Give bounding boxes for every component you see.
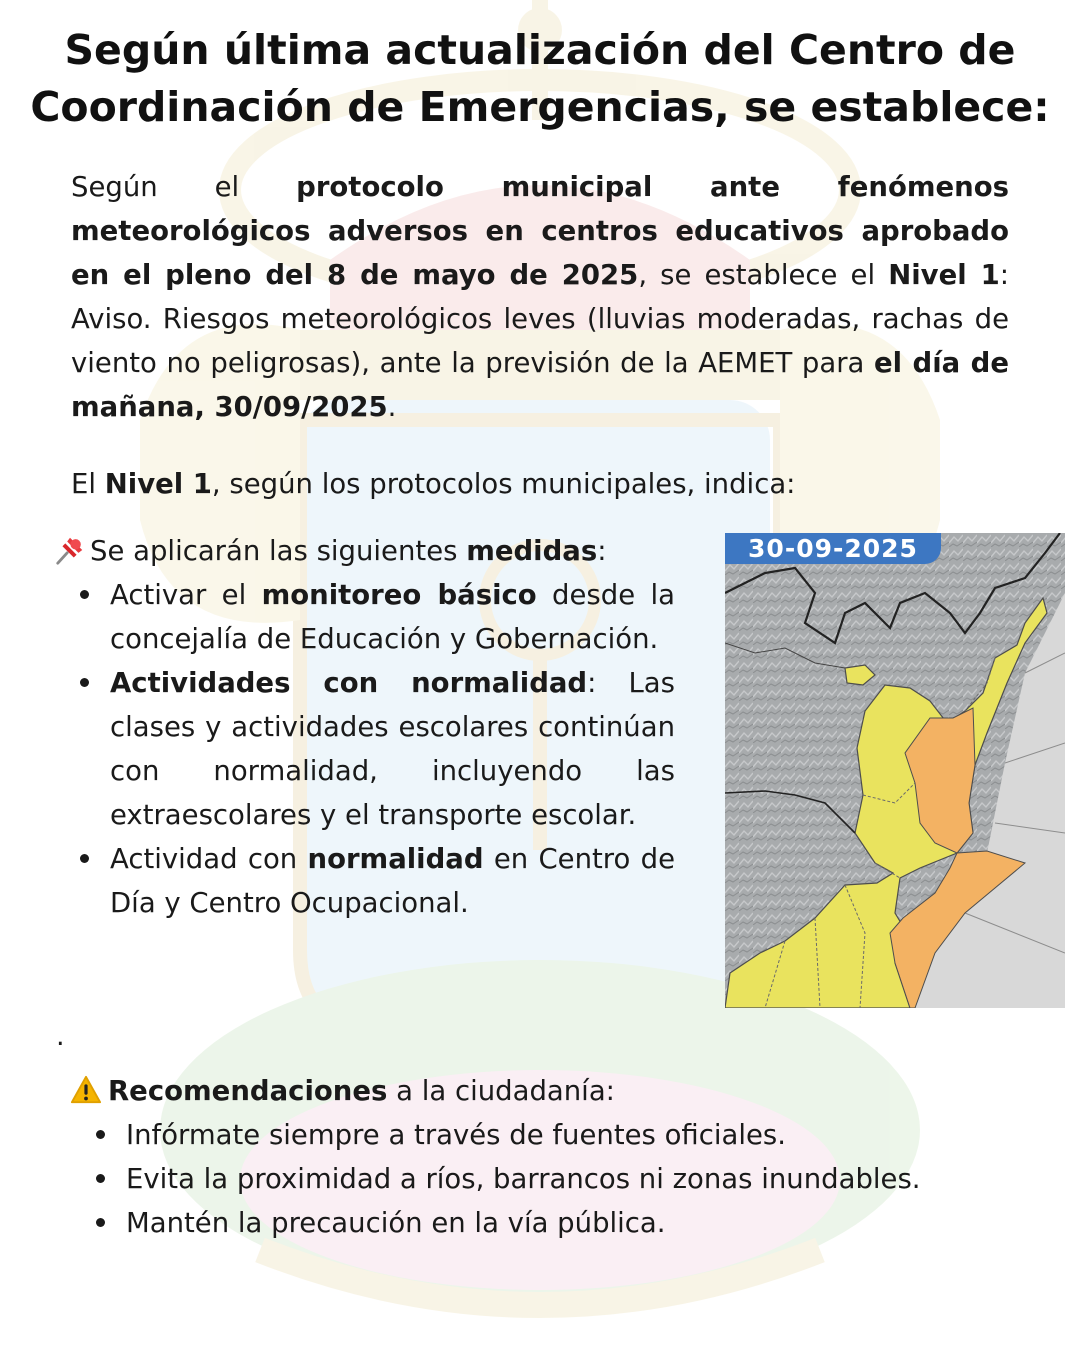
item-text: : Las clases y actividades escolares continúan con normalidad, incluyendo las extraescolares y el transporte escolar. — [110, 667, 675, 831]
list-item — [110, 661, 675, 837]
list-item: Evita la proximidad a ríos, barrancos ni zonas inundables. — [126, 1157, 1026, 1201]
intro-paragraph — [71, 165, 1009, 429]
level-bold: Nivel 1 — [104, 468, 212, 500]
item-bold: Actividades con normalidad — [110, 667, 588, 699]
medidas-list — [110, 573, 675, 925]
medidas-heading — [54, 529, 606, 573]
intro-text-2: , se establece el — [638, 259, 889, 291]
list-item — [110, 573, 675, 661]
intro-bold-protocol: protocolo municipal ante fenómenos meteorológicos adversos en centros educativos aprobado en el pleno del 8 de mayo de 2025 — [71, 171, 1009, 291]
recomendaciones-bold: Recomendaciones — [108, 1075, 388, 1107]
map-graphic — [725, 533, 1065, 1008]
item-text: en Centro de Día y Centro Ocupacional. — [110, 843, 675, 919]
medidas-bold: medidas — [466, 535, 598, 567]
medidas-text-2: : — [597, 535, 607, 567]
list-item: Mantén la precaución en la vía pública. — [126, 1201, 1026, 1245]
level-paragraph — [71, 462, 1009, 506]
recomendaciones-text: a la ciudadanía: — [387, 1075, 615, 1107]
page-title: Según última actualización del Centro de Coordinación de Emergencias, se establece: — [30, 26, 1050, 131]
item-text: desde la concejalía de Educación y Gobernación. — [110, 579, 675, 655]
item-bold: normalidad — [307, 843, 484, 875]
list-item — [110, 837, 675, 925]
level-text-1: El — [71, 468, 105, 500]
intro-bold-date: el día de mañana, 30/09/2025 — [71, 347, 1009, 423]
item-bold: monitoreo básico — [261, 579, 537, 611]
separator-dot: . — [56, 1021, 65, 1052]
pushpin-icon — [54, 534, 86, 566]
map-date-badge: 30-09-2025 — [725, 533, 941, 564]
item-text: Activar el — [110, 579, 262, 611]
intro-text-4: . — [387, 391, 397, 423]
medidas-text-1: Se aplicarán las siguientes — [90, 535, 467, 567]
intro-bold-level: Nivel 1 — [888, 259, 1000, 291]
item-text: Actividad con — [110, 843, 308, 875]
level-text-2: , según los protocolos municipales, indica: — [211, 468, 796, 500]
warning-map — [725, 533, 1065, 1008]
recomendaciones-list — [126, 1113, 1026, 1245]
warning-icon — [70, 1074, 102, 1106]
list-item: Infórmate siempre a través de fuentes oficiales. — [126, 1113, 1026, 1157]
recomendaciones-heading — [70, 1069, 615, 1113]
intro-text-3: : Aviso. Riesgos meteorológicos leves (lluvias moderadas, rachas de viento no peligrosas), ante la previsión de la AEMET para — [71, 259, 1009, 379]
intro-text-1: Según el — [71, 171, 297, 203]
